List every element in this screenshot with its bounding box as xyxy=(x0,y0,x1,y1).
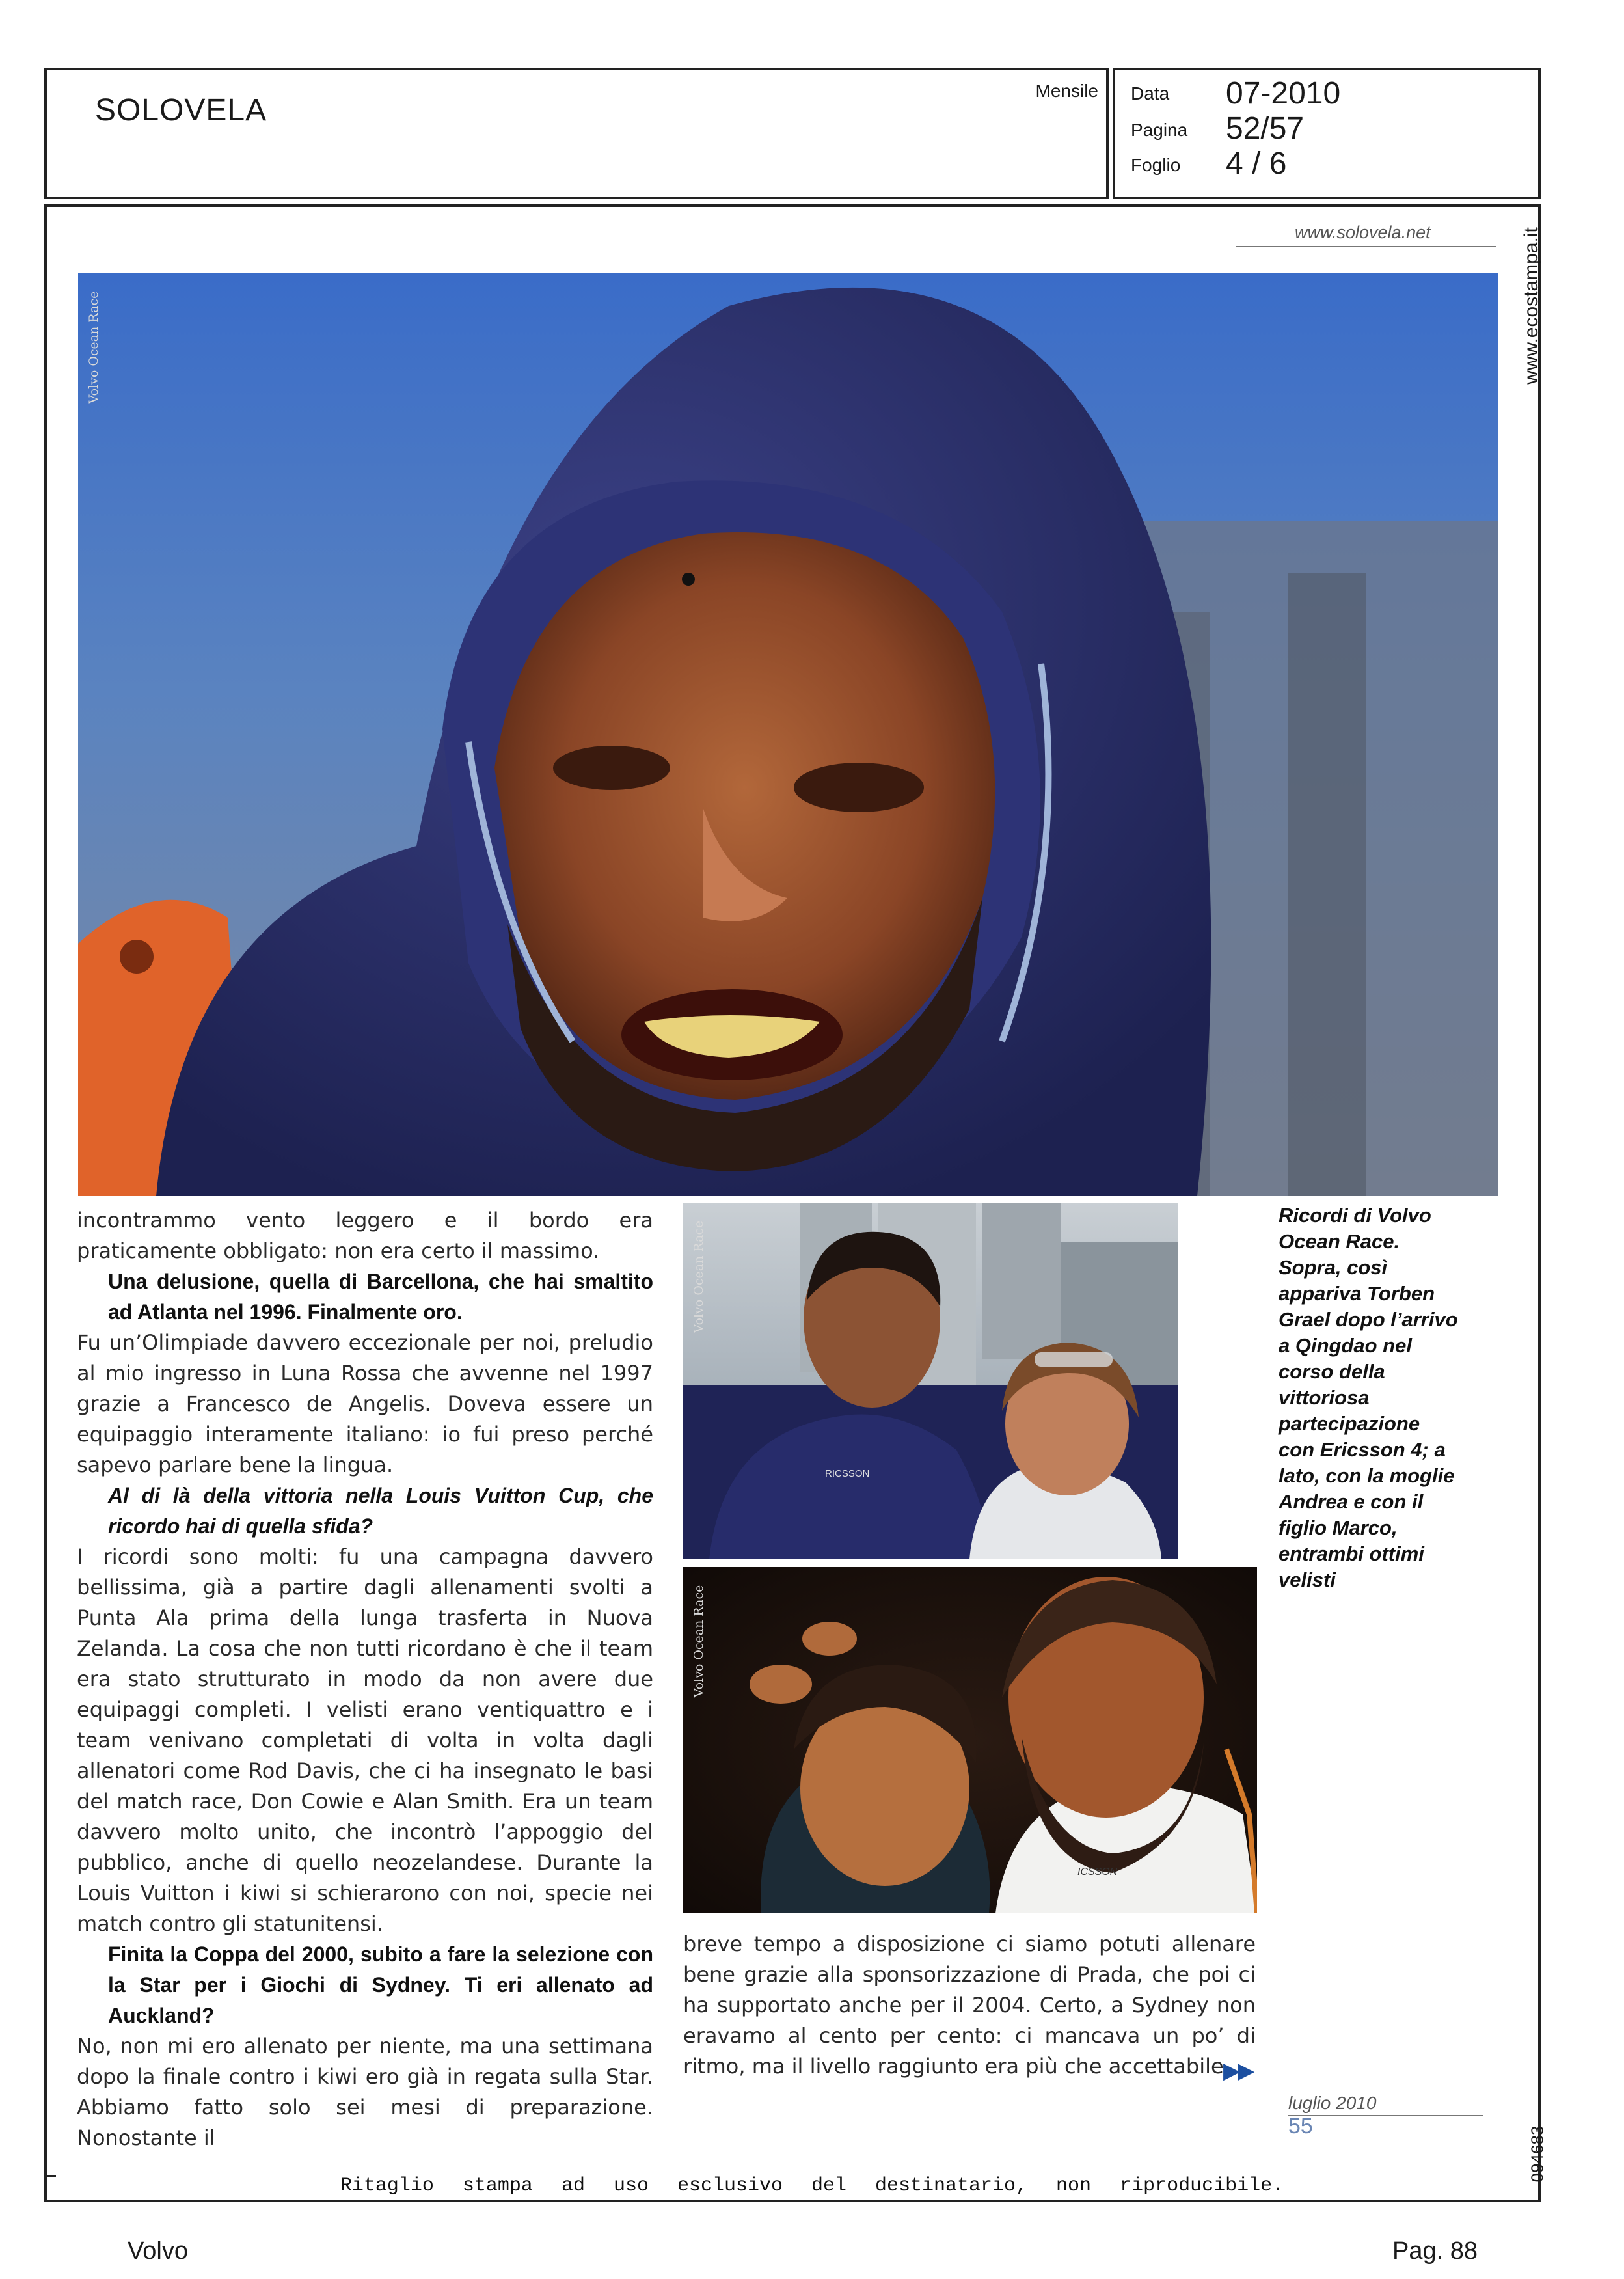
meta-value-sheet: 4 / 6 xyxy=(1226,146,1287,181)
continue-arrow-icon: ▶▶ xyxy=(1223,2058,1252,2083)
site-url: www.solovela.net xyxy=(1295,223,1431,242)
magazine-page-number: 55 xyxy=(1288,2114,1313,2138)
disclaimer: Ritaglio stampa ad uso esclusivo del destinatario, non riproducibile. xyxy=(340,2175,1284,2197)
father-son-photo-shirt-logo: ICSSON xyxy=(1077,1866,1118,1877)
side-code-text: 094683 xyxy=(1527,2125,1547,2183)
header-meta-box xyxy=(1113,68,1541,199)
side-url xyxy=(1512,221,1551,390)
couple-photo-art xyxy=(683,1203,1178,1559)
article-question: Al di là della vittoria nella Louis Vuitton Cup, che ricordo hai di quella sfida? xyxy=(108,1484,653,1538)
couple-photo xyxy=(683,1203,1178,1559)
meta-label-page: Pagina xyxy=(1131,120,1188,140)
father-son-photo-art xyxy=(683,1567,1257,1913)
publication-title: SOLOVELA xyxy=(95,93,267,128)
couple-photo-shirt-logo: RICSSON xyxy=(825,1468,870,1479)
side-url-text: www.ecostampa.it xyxy=(1521,227,1542,385)
father-son-photo-credit: Volvo Ocean Race xyxy=(692,1585,706,1698)
publication-frequency: Mensile xyxy=(1035,81,1098,101)
article-answer: breve tempo a disposizione ci siamo potuti allenare bene grazie alla sponsorizzazione di Prada, che poi ci ha supportato anche per il 2004. Certo, a Sydney non eravamo al cento per cento: ci mancava un po’ di ritmo, ma il livello raggiunto era più che accettabile. xyxy=(683,1931,1256,2079)
footer-page: Pag. 88 xyxy=(1392,2237,1478,2265)
hero-photo xyxy=(78,273,1498,1196)
hero-photo-art xyxy=(78,273,1498,1196)
article-question: Finita la Coppa del 2000, subito a fare la selezione con la Star per i Giochi di Sydney. Ti eri allenato ad Auckland? xyxy=(108,1943,653,2027)
site-url-rule xyxy=(1236,246,1496,247)
header-publication-box xyxy=(44,68,1109,199)
article-answer: I ricordi sono molti: fu una campagna davvero bellissima, già a partire dagli allenamenti svolti a Punta Ala prima della lunga trasferta in Nuova Zelanda. La cosa che non tutti ricordano è che il team era stato strutturato in modo da non avere due equipaggi completi. I velisti erano ventiquattro e i team venivano completati di volta in volta dagli allenatori come Rod Davis, che ci ha insegnato le basi del match race, Don Cowie e Alan Smith. Era un team davvero molto unito, che incontrò l’appoggio del pubblico, anche di quello neozelandese. Durante la Louis Vuitton i kiwi si schierarono con noi, specie nei match contro gli statunitensi. xyxy=(77,1544,653,1936)
meta-value-date: 07-2010 xyxy=(1226,76,1341,111)
article-answer: incontrammo vento leggero e il bordo era praticamente obbligato: non era certo il massimo. xyxy=(77,1208,653,1263)
issue-rule xyxy=(1288,2115,1483,2116)
meta-label-date: Data xyxy=(1131,83,1170,103)
meta-value-page: 52/57 xyxy=(1226,111,1305,146)
issue-date: luglio 2010 xyxy=(1288,2093,1377,2113)
article-answer: Fu un’Olimpiade davvero eccezionale per noi, preludio al mio ingresso in Luna Rossa che avvenne nel 1997 grazie a Francesco de Angelis. Doveva essere un equipaggio interamente italiano: io fui preso perché sapevo parlare bene la lingua. xyxy=(77,1330,653,1477)
article-left-column xyxy=(77,1205,653,2153)
couple-photo-credit: Volvo Ocean Race xyxy=(692,1220,706,1333)
father-son-photo xyxy=(683,1567,1257,1913)
article-right-column xyxy=(683,1929,1256,2082)
meta-label-sheet: Foglio xyxy=(1131,155,1181,175)
photo-caption: Ricordi di Volvo Ocean Race. Sopra, così appariva Torben Grael dopo l’arrivo a Qingdao nel corso della vittoriosa partecipazione con Ericsson 4; a lato, con la moglie Andrea e con il figlio Marco, entrambi ottimi velisti xyxy=(1279,1204,1458,1591)
article-answer: No, non mi ero allenato per niente, ma una settimana dopo la finale contro i kiwi ero già in regata sulla Star. Abbiamo fatto solo sei mesi di preparazione. Nonostante il xyxy=(77,2034,653,2150)
article-question: Una delusione, quella di Barcellona, che hai smaltito ad Atlanta nel 1996. Finalmente oro. xyxy=(108,1270,653,1324)
hero-photo-credit: Volvo Ocean Race xyxy=(87,291,101,404)
footer-client: Volvo xyxy=(128,2237,188,2265)
